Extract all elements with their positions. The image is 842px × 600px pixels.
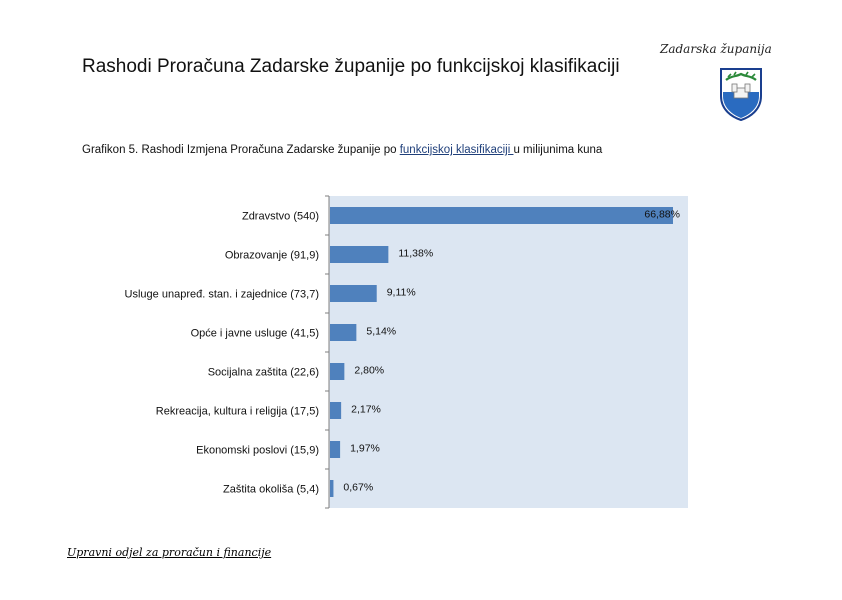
caption-link[interactable]: funkcijskoj klasifikaciji — [399, 144, 514, 156]
footer-department: Upravni odjel za proračun i financije — [67, 546, 272, 559]
category-label: Opće i javne usluge (41,5) — [190, 327, 319, 340]
bar — [330, 363, 344, 380]
bar — [330, 207, 673, 224]
data-label: 2,17% — [351, 403, 381, 416]
caption-suffix: u milijunima kuna — [513, 144, 603, 156]
data-label: 5,14% — [366, 325, 397, 338]
bar — [330, 285, 377, 302]
page-title: Rashodi Proračuna Zadarske županije po funkcijskoj klasifikaciji — [82, 56, 620, 77]
data-label: 1,97% — [350, 442, 380, 455]
category-label: Socijalna zaštita (22,6) — [207, 366, 319, 379]
category-label: Zdravstvo (540) — [241, 210, 319, 223]
category-label: Rekreacija, kultura i religija (17,5) — [155, 405, 319, 418]
bar — [330, 402, 341, 419]
category-label: Obrazovanje (91,9) — [224, 249, 319, 262]
brand-name: Zadarska županija — [660, 42, 772, 56]
bar — [330, 246, 388, 263]
bar — [330, 324, 356, 341]
data-label: 11,38% — [398, 247, 434, 260]
data-label: 2,80% — [354, 364, 385, 377]
data-label: 9,11% — [386, 286, 416, 299]
category-label: Ekonomski poslovi (15,9) — [196, 444, 319, 457]
bar — [330, 480, 333, 497]
category-label: Zaštita okoliša (5,4) — [223, 483, 319, 496]
bar — [330, 441, 340, 458]
data-label: 0,67% — [343, 481, 374, 494]
caption-prefix: Grafikon 5. Rashodi Izmjena Proračuna Zadarske županije po — [82, 144, 400, 156]
data-label: 66,88% — [644, 208, 680, 221]
category-label: Usluge unapređ. stan. i zajednice (73,7) — [124, 288, 319, 301]
plot-background — [329, 196, 688, 508]
